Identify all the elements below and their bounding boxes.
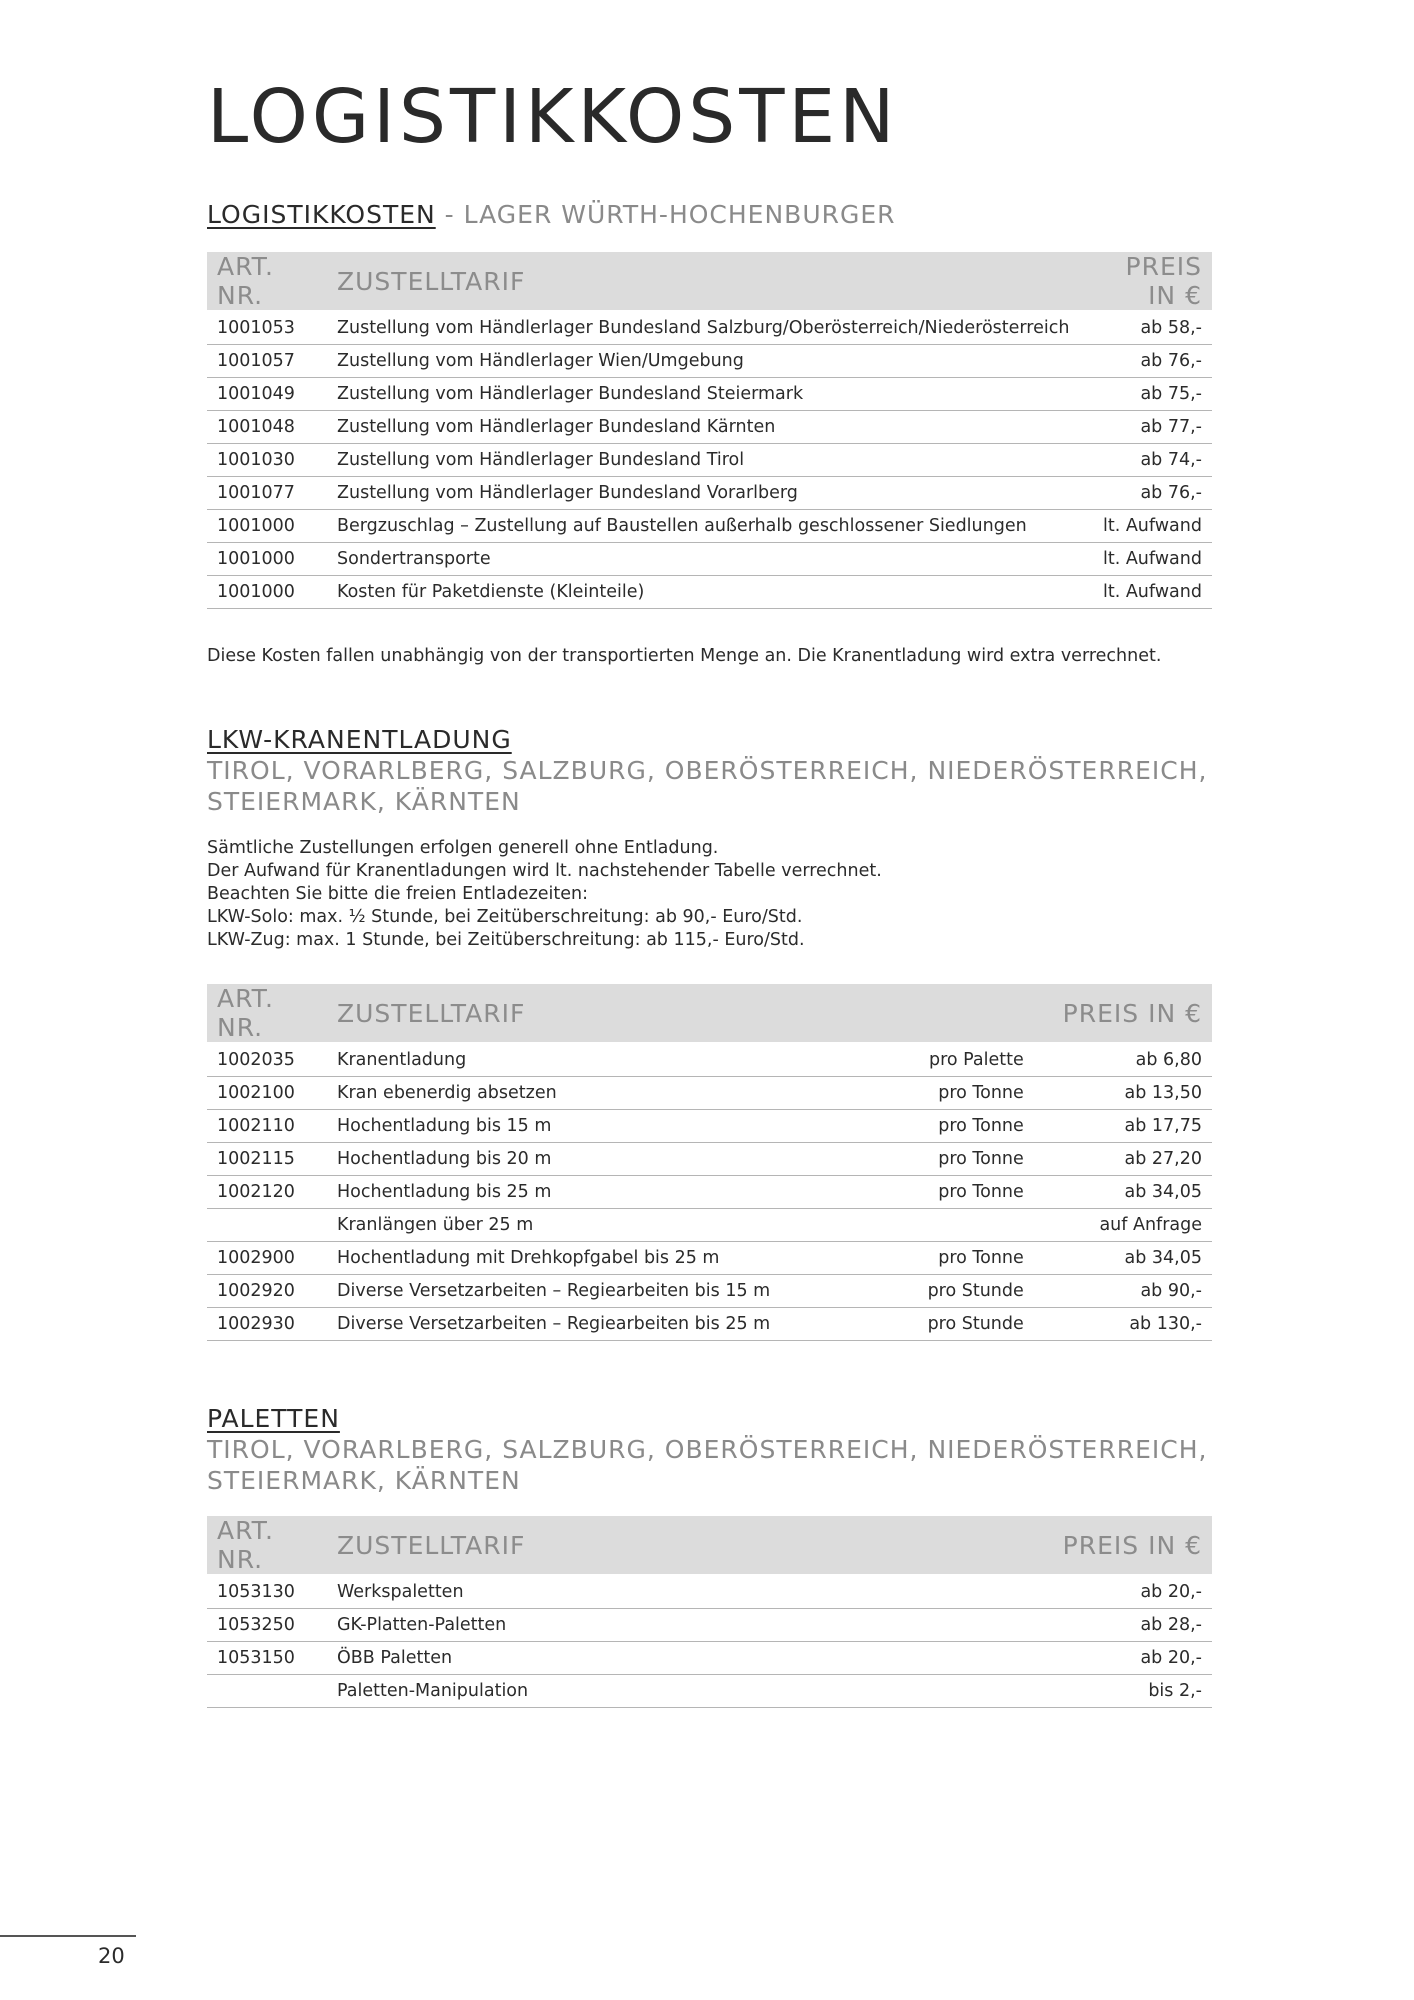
cell-desc: Zustellung vom Händlerlager Bundesland Salzburg/Oberösterreich/Niederösterreich	[327, 311, 1079, 345]
cell-price: lt. Aufwand	[1079, 576, 1212, 609]
text-line: Beachten Sie bitte die freien Entladezeiten:	[207, 884, 589, 904]
cell-unit	[834, 1209, 1034, 1242]
section-heading-sub: TIROL, VORARLBERG, SALZBURG, OBERÖSTERREICH, NIEDERÖSTERREICH,	[207, 1435, 1208, 1464]
table-row	[207, 1275, 1212, 1308]
text-line: LKW-Zug: max. 1 Stunde, bei Zeitüberschreitung: ab 115,- Euro/Std.	[207, 930, 805, 950]
cell-desc: Kran ebenerdig absetzen	[327, 1077, 834, 1110]
cell-nr: 1001057	[207, 345, 327, 378]
table-row	[207, 1077, 1212, 1110]
cell-nr: 1001049	[207, 378, 327, 411]
cell-desc: Diverse Versetzarbeiten – Regiearbeiten bis 25 m	[327, 1308, 834, 1341]
cell-desc: Kranlängen über 25 m	[327, 1209, 834, 1242]
cell-desc: Bergzuschlag – Zustellung auf Baustellen außerhalb geschlossener Siedlungen	[327, 510, 1079, 543]
table-row	[207, 576, 1212, 609]
cell-unit: pro Tonne	[834, 1176, 1034, 1209]
section-heading-sub: STEIERMARK, KÄRNTEN	[207, 787, 521, 816]
table-row	[207, 1642, 1212, 1675]
cell-nr	[207, 1209, 327, 1242]
col-header-unit	[834, 984, 1034, 1043]
table-row	[207, 1043, 1212, 1077]
section-paletten-heading	[207, 1403, 1212, 1496]
section-heading-main: PALETTEN	[207, 1404, 340, 1433]
cell-price: ab 28,-	[831, 1609, 1212, 1642]
cell-nr: 1053150	[207, 1642, 327, 1675]
cell-nr: 1002115	[207, 1143, 327, 1176]
cell-nr: 1001000	[207, 543, 327, 576]
table-row	[207, 1209, 1212, 1242]
cell-price: ab 90,-	[1034, 1275, 1212, 1308]
table-row	[207, 543, 1212, 576]
cell-unit: pro Tonne	[834, 1143, 1034, 1176]
cell-nr: 1002100	[207, 1077, 327, 1110]
col-header-nr: ART. NR.	[207, 1516, 327, 1575]
table-row	[207, 311, 1212, 345]
cell-price: ab 20,-	[831, 1642, 1212, 1675]
cell-desc: Paletten-Manipulation	[327, 1675, 831, 1708]
cell-unit: pro Stunde	[834, 1275, 1034, 1308]
col-header-nr: ART. NR.	[207, 252, 327, 311]
table-row	[207, 510, 1212, 543]
cell-nr: 1001048	[207, 411, 327, 444]
cell-price: lt. Aufwand	[1079, 510, 1212, 543]
cell-price: ab 75,-	[1079, 378, 1212, 411]
cell-desc: Diverse Versetzarbeiten – Regiearbeiten bis 15 m	[327, 1275, 834, 1308]
cell-price: ab 27,20	[1034, 1143, 1212, 1176]
table-row	[207, 1242, 1212, 1275]
page-title: LOGISTIKKOSTEN	[207, 74, 899, 160]
table-row	[207, 1176, 1212, 1209]
cell-nr: 1053130	[207, 1575, 327, 1609]
cell-desc: Sondertransporte	[327, 543, 1079, 576]
table-row	[207, 1609, 1212, 1642]
cell-price: ab 17,75	[1034, 1110, 1212, 1143]
table-header-row	[207, 984, 1212, 1043]
cell-desc: ÖBB Paletten	[327, 1642, 831, 1675]
page-number: 20	[98, 1944, 125, 1968]
text-line: Sämtliche Zustellungen erfolgen generell ohne Entladung.	[207, 838, 719, 858]
cell-desc: Zustellung vom Händlerlager Bundesland Tirol	[327, 444, 1079, 477]
cell-unit: pro Tonne	[834, 1110, 1034, 1143]
cell-price: ab 76,-	[1079, 477, 1212, 510]
cell-price: ab 130,-	[1034, 1308, 1212, 1341]
cell-price: lt. Aufwand	[1079, 543, 1212, 576]
section-heading-main: LKW-KRANENTLADUNG	[207, 725, 512, 754]
section-kranentladung-heading	[207, 724, 1212, 817]
cell-nr: 1001000	[207, 576, 327, 609]
cell-desc: Hochentladung mit Drehkopfgabel bis 25 m	[327, 1242, 834, 1275]
cell-desc: Hochentladung bis 25 m	[327, 1176, 834, 1209]
page-content	[207, 74, 1212, 1708]
cell-nr: 1002900	[207, 1242, 327, 1275]
cell-price: ab 76,-	[1079, 345, 1212, 378]
cell-price: ab 74,-	[1079, 444, 1212, 477]
cell-desc: Hochentladung bis 20 m	[327, 1143, 834, 1176]
cell-desc: Hochentladung bis 15 m	[327, 1110, 834, 1143]
section-heading-sub: STEIERMARK, KÄRNTEN	[207, 1466, 521, 1495]
cell-unit: pro Tonne	[834, 1242, 1034, 1275]
footer-divider	[0, 1935, 136, 1937]
cell-price: auf Anfrage	[1034, 1209, 1212, 1242]
col-header-desc: ZUSTELLTARIF	[327, 1516, 831, 1575]
section-heading-sub: TIROL, VORARLBERG, SALZBURG, OBERÖSTERREICH, NIEDERÖSTERREICH,	[207, 756, 1208, 785]
col-header-desc: ZUSTELLTARIF	[327, 252, 1079, 311]
section-heading-rest: - LAGER WÜRTH-HOCHENBURGER	[435, 200, 896, 229]
cell-desc: Zustellung vom Händlerlager Wien/Umgebung	[327, 345, 1079, 378]
kranentladung-table	[207, 984, 1212, 1341]
col-header-desc: ZUSTELLTARIF	[327, 984, 834, 1043]
cell-nr: 1001077	[207, 477, 327, 510]
cell-unit: pro Stunde	[834, 1308, 1034, 1341]
section1-note: Diese Kosten fallen unabhängig von der transportierten Menge an. Die Kranentladung wird extra verrechnet.	[207, 646, 1162, 666]
section2-text	[207, 837, 1212, 952]
cell-desc: Zustellung vom Händlerlager Bundesland Steiermark	[327, 378, 1079, 411]
cell-nr	[207, 1675, 327, 1708]
table-row	[207, 477, 1212, 510]
cell-price: ab 77,-	[1079, 411, 1212, 444]
paletten-table	[207, 1516, 1212, 1708]
table-row	[207, 1675, 1212, 1708]
table-row	[207, 378, 1212, 411]
table-header-row	[207, 252, 1212, 311]
cell-nr: 1002120	[207, 1176, 327, 1209]
table-row	[207, 1143, 1212, 1176]
cell-price: ab 13,50	[1034, 1077, 1212, 1110]
cell-desc: Werkspaletten	[327, 1575, 831, 1609]
cell-nr: 1002110	[207, 1110, 327, 1143]
table-row	[207, 411, 1212, 444]
cell-nr: 1002920	[207, 1275, 327, 1308]
col-header-price: PREIS IN €	[1034, 984, 1212, 1043]
col-header-price: PREIS IN €	[831, 1516, 1212, 1575]
cell-price: bis 2,-	[831, 1675, 1212, 1708]
table-header-row	[207, 1516, 1212, 1575]
section-heading-main: LOGISTIKKOSTEN	[207, 200, 436, 229]
text-line: Der Aufwand für Kranentladungen wird lt. nachstehender Tabelle verrechnet.	[207, 861, 882, 881]
cell-nr: 1002930	[207, 1308, 327, 1341]
col-header-price: PREIS IN €	[1079, 252, 1212, 311]
col-header-nr: ART. NR.	[207, 984, 327, 1043]
table-row	[207, 444, 1212, 477]
section-logistikkosten-heading	[207, 199, 1212, 230]
cell-price: ab 58,-	[1079, 311, 1212, 345]
table-row	[207, 1110, 1212, 1143]
cell-desc: Zustellung vom Händlerlager Bundesland Vorarlberg	[327, 477, 1079, 510]
cell-desc: Kosten für Paketdienste (Kleinteile)	[327, 576, 1079, 609]
cell-price: ab 6,80	[1034, 1043, 1212, 1077]
cell-unit: pro Palette	[834, 1043, 1034, 1077]
text-line: LKW-Solo: max. ½ Stunde, bei Zeitüberschreitung: ab 90,- Euro/Std.	[207, 907, 803, 927]
cell-nr: 1001000	[207, 510, 327, 543]
cell-price: ab 20,-	[831, 1575, 1212, 1609]
cell-nr: 1002035	[207, 1043, 327, 1077]
cell-desc: Zustellung vom Händlerlager Bundesland Kärnten	[327, 411, 1079, 444]
cell-nr: 1001053	[207, 311, 327, 345]
cell-price: ab 34,05	[1034, 1242, 1212, 1275]
table-row	[207, 1575, 1212, 1609]
cell-price: ab 34,05	[1034, 1176, 1212, 1209]
table-row	[207, 345, 1212, 378]
table-row	[207, 1308, 1212, 1341]
cell-desc: GK-Platten-Paletten	[327, 1609, 831, 1642]
logistik-table	[207, 252, 1212, 609]
cell-desc: Kranentladung	[327, 1043, 834, 1077]
cell-nr: 1053250	[207, 1609, 327, 1642]
cell-nr: 1001030	[207, 444, 327, 477]
cell-unit: pro Tonne	[834, 1077, 1034, 1110]
